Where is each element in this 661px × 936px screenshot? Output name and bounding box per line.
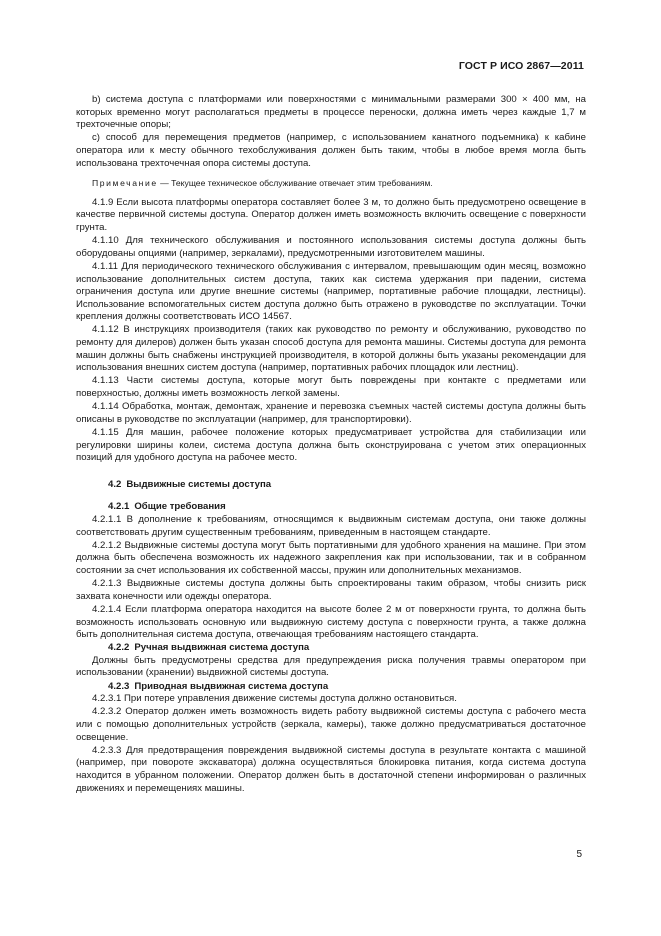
note-label: Примечание bbox=[92, 178, 158, 189]
note-text: — Текущее техническое обслуживание отвечает этим требованиям. bbox=[157, 178, 433, 189]
standard-header: ГОСТ Р ИСО 2867—2011 bbox=[458, 60, 584, 72]
subsection-title: Приводная выдвижная система доступа bbox=[134, 680, 329, 692]
subsection-heading-4-2-1 bbox=[76, 501, 586, 514]
item-b-paragraph: b) система доступа с платформами или поверхностями с минимальными размерами 300 × 400 мм, на которых временно могут располагаться предметы в процессе переноски, должна иметь через каждые 1,7 м трехточечные опоры; bbox=[76, 94, 586, 131]
note-paragraph bbox=[76, 177, 586, 190]
paragraph-4-1-11: 4.1.11 Для периодического технического обслуживания с интервалом, превышающим один месяц, возможно использование дополнительных систем доступа, таких как система удержания при падении, система ограничения доступа или другие внешние системы (например, портативные рабочие площадки, лестницы). Использование вспомогательных систем доступа должно быть отражено в руководстве по эксплуатации. Точки крепления должны соответствовать ИСО 14567. bbox=[76, 260, 586, 323]
paragraph-4-2-1-4: 4.2.1.4 Если платформа оператора находится на высоте более 2 м от поверхности грунта, то должна быть возможность использовать основную или выдвижную систему доступа с поверхности грунта, а также должна быть дополнительная система доступа, отвечающая требованиям настоящего стандарта. bbox=[76, 603, 586, 641]
subsection-title: Ручная выдвижная система доступа bbox=[134, 642, 310, 654]
page-content bbox=[76, 94, 586, 796]
paragraph-4-1-12: 4.1.12 В инструкциях производителя (таких как руководство по ремонту и обслуживанию, руководство по ремонту для дилеров) должен быть указан способ доступа для ремонта машины. Системы доступа для ремонта машин должны быть снабжены инструкцией производителя, в которой должны быть указаны рекомендации для использования внешних систем доступа (например, портативных рабочих площадок или лестниц). bbox=[76, 324, 586, 374]
subsection-title: Общие требования bbox=[134, 501, 226, 513]
paragraph-4-1-9: 4.1.9 Если высота платформы оператора составляет более 3 м, то должно быть предусмотрено освещение в качестве первичной системы доступа. Оператор должен иметь возможность включить освещение с поверхности грунта. bbox=[76, 196, 586, 233]
paragraph-4-1-10: 4.1.10 Для технического обслуживания и постоянного использования системы доступа должны быть оборудованы опциями (например, зеркалами), предусмотренными изготовителем машины. bbox=[76, 235, 586, 259]
page-number: 5 bbox=[576, 849, 582, 860]
paragraph-4-2-3-3: 4.2.3.3 Для предотвращения повреждения выдвижной системы доступа в результате контакта с машиной (например, при повороте экскаватора) должна осуществляться блокировка питания, когда система доступа находится в убранном положении. Оператор должен быть в достаточной степени информирован о различных движениях и перемещениях машины. bbox=[76, 744, 586, 794]
paragraph-4-2-1-2: 4.2.1.2 Выдвижные системы доступа могут быть портативными для удобного хранения на машине. При этом должна быть обеспечена возможность их надежного закрепления как при использовании, так и в собранном состоянии за счет использования их собственной массы, пружин или дополнительных механизмов. bbox=[76, 539, 586, 576]
paragraph-4-2-1-1: 4.2.1.1 В дополнение к требованиям, относящимся к выдвижным системам доступа, они также должны соответствовать другим существенным требованиям, приведенным в настоящем стандарте. bbox=[76, 513, 586, 538]
section-title: Выдвижные системы доступа bbox=[126, 478, 272, 490]
paragraph-4-2-3-1: 4.2.3.1 При потере управления движение системы доступа должно остановиться. bbox=[92, 693, 457, 705]
subsection-heading-4-2-2 bbox=[76, 642, 586, 655]
section-heading-4-2 bbox=[76, 479, 586, 492]
subsection-number: 4.2.2 bbox=[108, 642, 130, 654]
paragraph-4-1-14: 4.1.14 Обработка, монтаж, демонтаж, хранение и перевозка съемных частей системы доступа должны быть описаны в руководстве по эксплуатации (например, для транспортировки). bbox=[76, 401, 586, 425]
paragraph-4-2-3-2: 4.2.3.2 Оператор должен иметь возможность видеть работу выдвижной системы доступа с рабочего места или с помощью дополнительных устройств (зеркала, камеры), также должно предусматриваться достаточное освещение. bbox=[76, 706, 586, 743]
subsection-number: 4.2.1 bbox=[108, 501, 130, 513]
paragraph-4-1-15: 4.1.15 Для машин, рабочее положение которых предусматривает устройства для стабилизации или регулировки ширины колеи, система доступа должна быть сконструирована с учетом этих операционных позиций для удобного доступа на рабочее место. bbox=[76, 427, 586, 464]
paragraph-4-1-13: 4.1.13 Части системы доступа, которые могут быть повреждены при контакте с предметами или поверхностью, должны иметь возможность легкой замены. bbox=[76, 375, 586, 400]
item-c-paragraph: с) способ для перемещения предметов (например, с использованием канатного подъемника) к кабине оператора или к месту обычного техобслуживания должен быть таким, чтобы в любое время могла быть использована трехточечная опора системы доступа. bbox=[76, 132, 586, 169]
paragraph-4-2-2: Должны быть предусмотрены средства для предупреждения риска получения травмы оператором при использовании (хранении) выдвижной системы доступа. bbox=[76, 654, 586, 679]
subsection-heading-4-2-3 bbox=[76, 681, 586, 694]
subsection-number: 4.2.3 bbox=[108, 680, 130, 692]
paragraph-4-2-1-3: 4.2.1.3 Выдвижные системы доступа должны быть спроектированы таким образом, чтобы снизить риск захвата конечности или одежды оператора. bbox=[76, 578, 586, 602]
section-number: 4.2 bbox=[108, 478, 122, 490]
